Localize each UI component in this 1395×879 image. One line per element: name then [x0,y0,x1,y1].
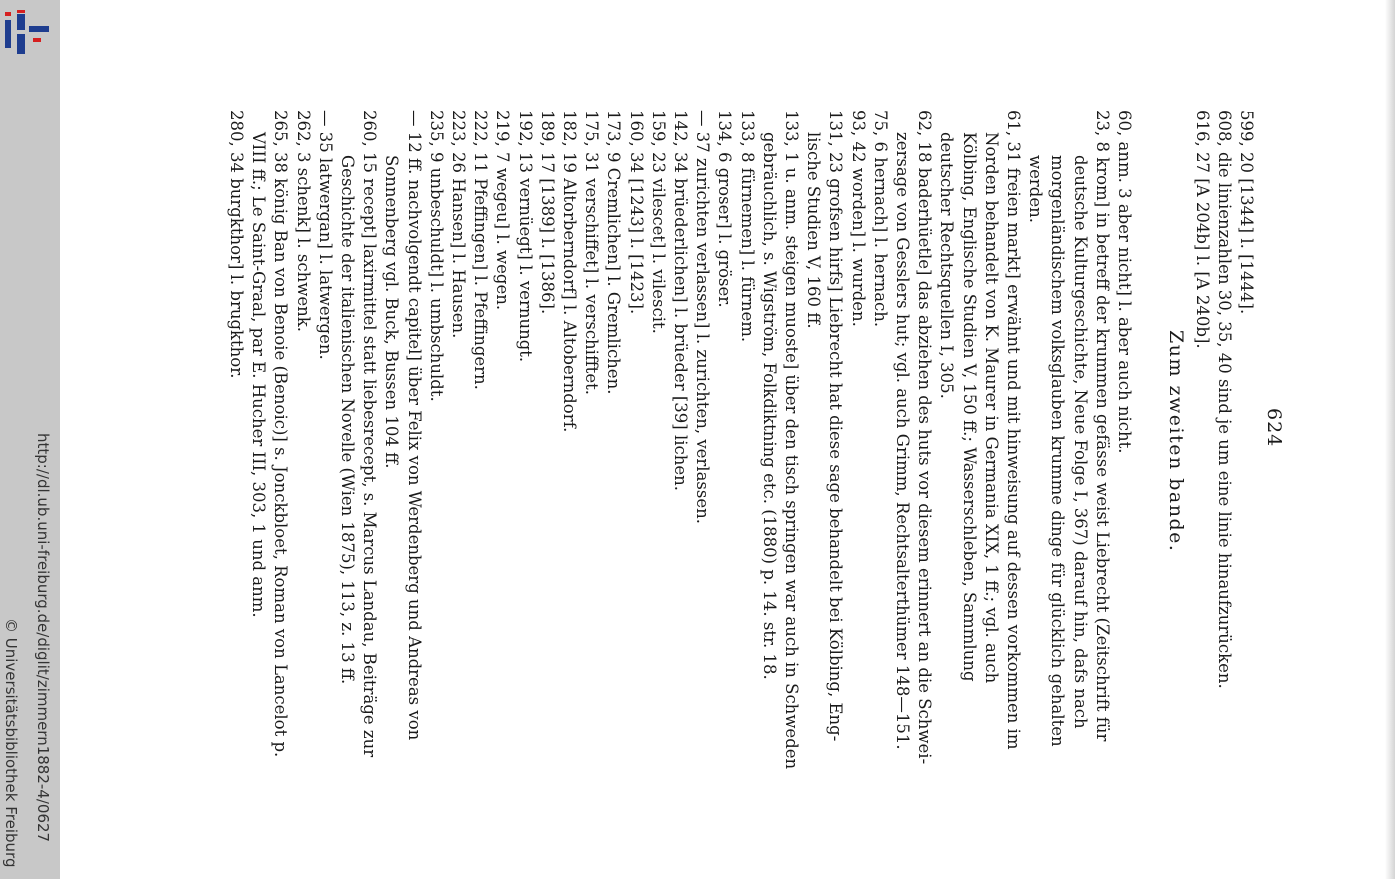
section-title: Zum zweiten bande. [1165,330,1187,553]
errata-line: 260, 15 recept] laxirmittel statt liebesrecept, s. Marcus Landau, Beiträge zur [360,110,380,758]
scanned-page [165,110,1285,840]
errata-line: 160, 34 [1243] l. [1423]. [626,110,646,315]
errata-line: 23, 8 krom] in betreff der krummen gefässe weist Liebrecht (Zeitschrift für [1092,110,1112,742]
errata-line: Sonnenberg vgl. Buck, Bussen 104 ff. [382,155,402,469]
errata-line: 262, 3 schenk] l. schwenk. [293,110,313,332]
viewer-sidebar [0,0,60,879]
errata-line: 189, 17 [1389] l. [1386]. [537,110,557,315]
errata-line: VIII ff.; Le Saint-Graal, par E. Hucher III, 303, 1 und anm. [249,132,269,618]
errata-line: deutsche Kulturgeschichte, Neue Folge I, 367) darauf hin, dafs nach [1070,155,1090,729]
errata-line: 142, 34 brüederlichen] l. brüeder [39] lichen. [671,110,690,492]
errata-line: 599, 20 [1344] l. [1444]. [1237,110,1256,315]
errata-line: 182, 19 Altorberndorf] l. Altoberndorf. [560,110,579,433]
copyright-notice: © Universitätsbibliothek Freiburg [2,618,20,868]
errata-line: — 35 latwergan] l. latwergen. [315,110,335,360]
errata-line: 60, anm. 3 aber nicht] l. aber auch nicht. [1115,110,1134,454]
errata-line: 265, 38 könig Ban von Benoie (Benoic)] s. Jonckbloet, Roman von Lancelot p. [271,110,291,758]
errata-line: 134, 6 groser] l. gröser. [715,110,735,308]
errata-line: 235, 9 unbeschuldt] l. umbschuldt. [426,110,446,402]
errata-line: 93, 42 worden] l. wurden. [848,110,868,327]
library-logo-icon[interactable] [3,8,51,56]
errata-line: 173, 9 Cremlichen] l. Gremlichen. [604,110,624,395]
errata-line: Norden behandelt von K. Maurer in Germania XIX, 1 ff.; vgl. auch [981,132,1001,684]
errata-line: 131, 23 grofsen hirfs] Liebrecht hat diese sage behandelt bei Kölbing, Eng- [826,110,846,742]
page-number: 624 [1263,408,1285,448]
errata-line: Geschichte der italienischen Novelle (Wien 1875), 113, z. 13 ff. [338,155,357,685]
errata-line: 175, 31 verschiffet] l. verschifftet. [582,110,602,395]
errata-line: 616, 27 [A 204b] l. [A 240b]. [1193,110,1212,349]
errata-line: 75, 6 hernach] l. hernach. [870,110,890,328]
errata-line: 133, 1 u. anm. steigen muoste] über den tisch springen war auch in Schweden [782,110,801,770]
errata-line: lische Studien V, 160 ff. [804,132,824,329]
errata-line: gebräuchlich, s. Wigström, Folkdiktning etc. (1880) p. 14. str. 18. [759,132,779,680]
errata-line: Kölbing, Englische Studien V, 150 ff.; Wasserschleben, Sammlung [959,132,979,682]
errata-line: — 37 zurichten verlassen] l. zurichten, verlassen. [693,110,713,524]
errata-line: 280, 34 burgkthor] l. brugkthor. [227,110,246,379]
errata-line: 223, 26 Hansen] l. Hausen. [449,110,468,339]
errata-line: 608, die linienzahlen 30, 35, 40 sind je um eine linie hinaufzurücken. [1215,110,1234,689]
errata-line: 159, 23 vilescet] l. vilescit. [648,110,668,334]
errata-line: 222, 11 Pfeffingen] l. Pfeffingern. [471,110,491,390]
errata-line: werden. [1026,155,1046,223]
errata-line: morgenländischem volksglauben krumme dinge für glücklich gehalten [1048,155,1068,747]
errata-line: 192, 13 vernüegt] l. vernungt. [515,110,535,363]
errata-line: zersage von Gesslers hut; vgl. auch Grimm, Rechtsalterthümer 148—151. [893,132,912,750]
errata-line: — 12 ff. nachvolgendt capitel] über Felix von Werdenberg und Andreas von [404,110,424,741]
errata-line: 62, 18 baderhüetle] das abziehen des huts vor diesem erinnert an die Schwei- [915,110,935,765]
errata-line: 219, 7 wegeu] l. wegen. [493,110,513,311]
document-url[interactable]: http://dl.ub.uni-freiburg.de/diglit/zimmern1882-4/0627 [34,433,52,843]
errata-line: 133, 8 fürnemen] l. fürnem. [737,110,757,343]
page-edge-shadow [1385,0,1395,879]
errata-line: 61, 31 freien markt] erwähnt und mit hinweisung auf dessen vorkommen im [1004,110,1023,750]
errata-line: deutscher Rechtsquellen I, 305. [937,132,957,399]
